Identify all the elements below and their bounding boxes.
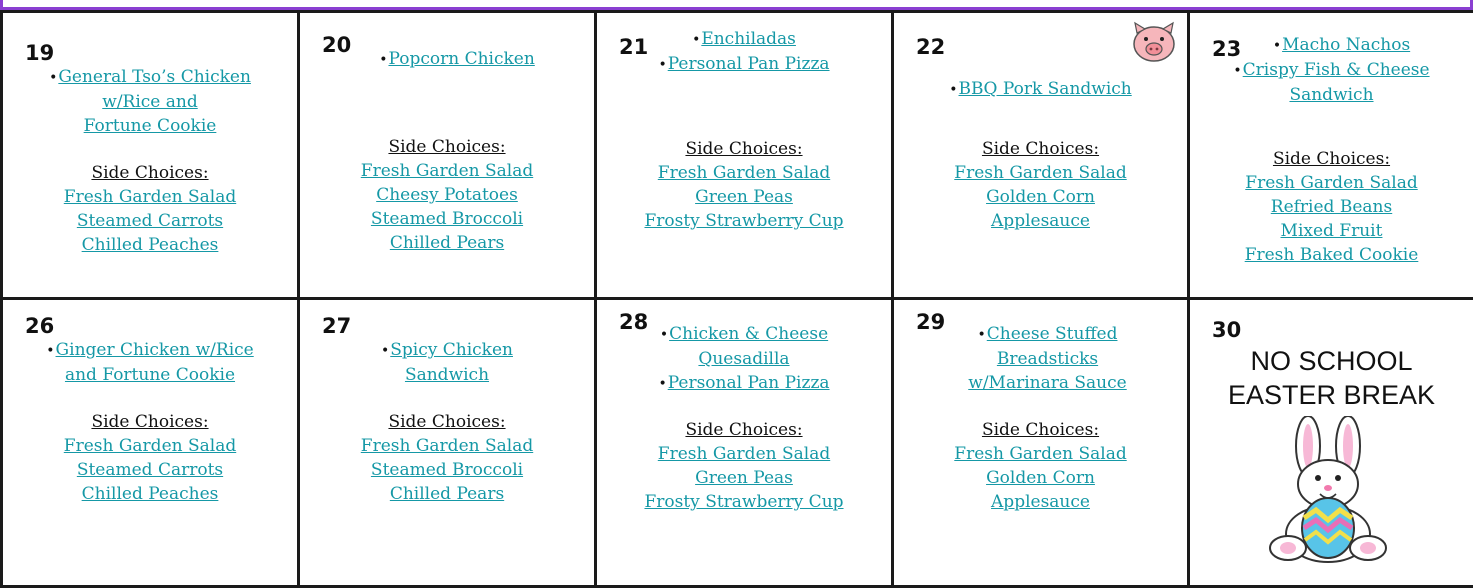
menu-item-link[interactable]: Ginger Chicken w/Rice xyxy=(55,340,254,360)
no-school-notice xyxy=(1190,344,1473,412)
menu-items xyxy=(3,338,297,387)
side-link[interactable]: Frosty Strawberry Cup xyxy=(644,492,844,512)
menu-items xyxy=(597,322,891,396)
day-cell-28 xyxy=(596,299,893,587)
side-link[interactable]: Green Peas xyxy=(695,468,793,488)
easter-break-line: EASTER BREAK xyxy=(1227,380,1436,410)
side-link[interactable]: Green Peas xyxy=(695,187,793,207)
menu-item-link[interactable]: Chicken & Cheese xyxy=(669,324,829,344)
side-link[interactable]: Applesauce xyxy=(991,492,1090,512)
side-link[interactable]: Fresh Garden Salad xyxy=(360,436,534,456)
day-number: 26 xyxy=(25,314,55,338)
day-cell-19 xyxy=(2,12,299,299)
menu-item-link[interactable]: w/Rice and xyxy=(102,92,198,112)
day-cell-27 xyxy=(299,299,596,587)
week-row-1 xyxy=(2,12,1473,299)
bullet: • xyxy=(1272,38,1282,54)
day-cell-30 xyxy=(1189,299,1473,587)
side-choices xyxy=(3,161,297,257)
pig-icon xyxy=(1131,21,1177,67)
day-number: 29 xyxy=(916,310,946,334)
menu-item-link[interactable]: Enchiladas xyxy=(701,29,796,49)
side-link[interactable]: Cheesy Potatoes xyxy=(376,185,518,205)
bullet: • xyxy=(658,57,667,73)
side-link[interactable]: Frosty Strawberry Cup xyxy=(644,211,844,231)
side-link[interactable]: Fresh Garden Salad xyxy=(63,187,237,207)
side-link[interactable]: Fresh Baked Cookie xyxy=(1244,245,1419,265)
side-choices xyxy=(597,418,891,514)
menu-item-link[interactable]: w/Marinara Sauce xyxy=(968,373,1127,393)
side-link[interactable]: Chilled Pears xyxy=(389,484,505,504)
side-link[interactable]: Fresh Garden Salad xyxy=(954,163,1127,183)
side-link[interactable]: Chilled Pears xyxy=(389,233,505,253)
side-choices-header: Side Choices: xyxy=(981,139,1100,159)
bullet: • xyxy=(1233,63,1242,79)
menu-item-link[interactable]: General Tso’s Chicken xyxy=(58,67,251,87)
side-link[interactable]: Refried Beans xyxy=(1270,197,1393,217)
side-link[interactable]: Steamed Carrots xyxy=(76,211,224,231)
side-choices-header: Side Choices: xyxy=(981,420,1100,440)
side-choices xyxy=(3,410,297,506)
bullet: • xyxy=(659,327,669,343)
side-choices-header: Side Choices: xyxy=(388,412,506,432)
no-school-line: NO SCHOOL xyxy=(1250,346,1413,376)
bullet: • xyxy=(379,52,388,68)
menu-item-link[interactable]: Macho Nachos xyxy=(1282,35,1411,55)
menu-item-link[interactable]: Personal Pan Pizza xyxy=(667,54,830,74)
side-link[interactable]: Fresh Garden Salad xyxy=(360,161,534,181)
menu-item-link[interactable]: Personal Pan Pizza xyxy=(667,373,830,393)
side-link[interactable]: Steamed Carrots xyxy=(76,460,224,480)
day-number: 19 xyxy=(25,41,55,65)
menu-items xyxy=(894,322,1187,395)
menu-item-link[interactable]: Breadsticks xyxy=(996,349,1099,369)
side-choices-header: Side Choices: xyxy=(91,412,209,432)
side-choices-header: Side Choices: xyxy=(685,139,803,159)
day-cell-23 xyxy=(1189,12,1473,299)
side-choices xyxy=(300,135,594,255)
menu-items xyxy=(3,65,297,138)
menu-item-link[interactable]: Fortune Cookie xyxy=(83,116,217,136)
side-choices xyxy=(894,137,1187,233)
side-link[interactable]: Golden Corn xyxy=(986,187,1095,207)
side-choices xyxy=(894,418,1187,514)
menu-item-link[interactable]: Spicy Chicken xyxy=(390,340,513,360)
bullet: • xyxy=(949,82,958,98)
side-link[interactable]: Steamed Broccoli xyxy=(370,460,524,480)
menu-items xyxy=(300,338,594,387)
easter-bunny-icon xyxy=(1248,416,1408,570)
day-cell-20 xyxy=(299,12,596,299)
side-link[interactable]: Golden Corn xyxy=(986,468,1095,488)
day-number: 23 xyxy=(1212,37,1242,61)
menu-items xyxy=(597,27,891,77)
side-link[interactable]: Applesauce xyxy=(991,211,1090,231)
side-link[interactable]: Mixed Fruit xyxy=(1280,221,1383,241)
side-choices xyxy=(1190,147,1473,267)
lunch-menu-calendar xyxy=(0,10,1473,588)
top-border-bar xyxy=(0,0,1473,10)
menu-items xyxy=(1190,33,1473,107)
bullet: • xyxy=(658,376,667,392)
day-cell-21 xyxy=(596,12,893,299)
side-link[interactable]: Fresh Garden Salad xyxy=(63,436,237,456)
menu-item-link[interactable]: Popcorn Chicken xyxy=(388,49,535,69)
side-link[interactable]: Fresh Garden Salad xyxy=(657,444,831,464)
menu-item-link[interactable]: Sandwich xyxy=(404,365,490,385)
side-choices xyxy=(300,410,594,506)
side-choices-header: Side Choices: xyxy=(685,420,803,440)
bullet: • xyxy=(46,343,55,359)
side-link[interactable]: Fresh Garden Salad xyxy=(657,163,831,183)
day-number: 22 xyxy=(916,35,946,59)
day-cell-26 xyxy=(2,299,299,587)
side-link[interactable]: Fresh Garden Salad xyxy=(954,444,1127,464)
bullet: • xyxy=(977,327,986,343)
bullet: • xyxy=(692,32,701,48)
day-number: 27 xyxy=(322,314,352,338)
menu-item-link[interactable]: Quesadilla xyxy=(698,349,790,369)
side-link[interactable]: Fresh Garden Salad xyxy=(1245,173,1418,193)
menu-item-link[interactable]: Cheese Stuffed xyxy=(986,324,1118,344)
day-number: 20 xyxy=(322,33,352,57)
menu-item-link[interactable]: BBQ Pork Sandwich xyxy=(958,79,1132,99)
day-cell-29 xyxy=(893,299,1189,587)
side-link[interactable]: Chilled Peaches xyxy=(81,484,219,504)
day-number: 28 xyxy=(619,310,649,334)
menu-items xyxy=(300,47,594,72)
bullet: • xyxy=(49,70,58,86)
side-choices-header: Side Choices: xyxy=(388,137,506,157)
day-number: 30 xyxy=(1212,318,1242,342)
week-row-2 xyxy=(2,299,1473,587)
side-choices xyxy=(597,137,891,233)
menu-item-link[interactable]: Crispy Fish & Cheese xyxy=(1242,60,1430,80)
menu-item-link[interactable]: Sandwich xyxy=(1289,85,1374,105)
menu-item-link[interactable]: and Fortune Cookie xyxy=(64,365,236,385)
side-choices-header: Side Choices: xyxy=(91,163,209,183)
day-number: 21 xyxy=(619,35,649,59)
bullet: • xyxy=(381,343,390,359)
side-link[interactable]: Steamed Broccoli xyxy=(370,209,524,229)
side-choices-header: Side Choices: xyxy=(1272,149,1391,169)
day-cell-22 xyxy=(893,12,1189,299)
menu-items xyxy=(894,77,1187,102)
side-link[interactable]: Chilled Peaches xyxy=(81,235,219,255)
